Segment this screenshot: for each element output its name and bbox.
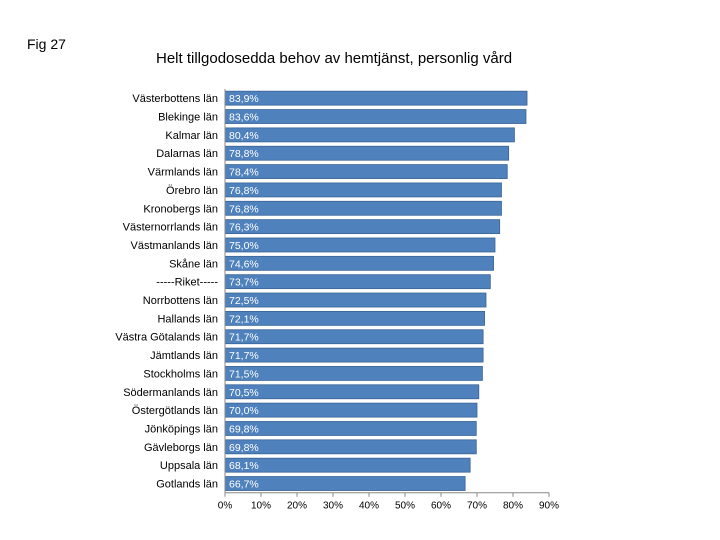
bar (225, 366, 482, 380)
category-label: Värmlands län (147, 166, 218, 179)
data-label: 78,4% (229, 166, 259, 179)
bar (225, 165, 507, 179)
bar (225, 403, 477, 417)
data-label: 66,7% (229, 478, 259, 491)
bar (225, 201, 501, 215)
data-label: 78,8% (229, 148, 259, 161)
category-label: Kalmar län (165, 129, 218, 142)
bar (225, 311, 485, 325)
bar (225, 256, 494, 270)
bar (225, 348, 483, 362)
x-tick-label: 60% (430, 500, 452, 512)
data-label: 69,8% (229, 423, 259, 436)
bar (225, 146, 509, 160)
data-label: 69,8% (229, 441, 259, 454)
bars-layer (225, 91, 527, 490)
category-label: Norrbottens län (142, 295, 218, 308)
data-label: 75,0% (229, 239, 259, 252)
category-label: Västra Götalands län (115, 331, 218, 344)
labels-layer (115, 93, 259, 490)
category-label: Östergötlands län (131, 405, 218, 418)
category-label: Kronobergs län (143, 203, 218, 216)
data-label: 74,6% (229, 258, 259, 271)
category-label: Västernorrlands län (122, 221, 218, 234)
category-label: Dalarnas län (156, 148, 218, 161)
data-label: 83,6% (229, 111, 259, 124)
category-label: Örebro län (166, 184, 218, 197)
category-label: -----Riket----- (156, 276, 218, 289)
bar (225, 293, 486, 307)
x-tick-label: 50% (394, 500, 416, 512)
category-label: Stockholms län (143, 368, 218, 381)
category-label: Uppsala län (159, 460, 218, 473)
data-label: 68,1% (229, 460, 259, 473)
x-tick-label: 70% (466, 500, 488, 512)
x-tick-label: 40% (358, 500, 380, 512)
x-tick-label: 30% (322, 500, 344, 512)
bar (225, 110, 526, 124)
bar (225, 440, 476, 454)
category-label: Västerbottens län (132, 93, 218, 106)
data-label: 73,7% (229, 276, 259, 289)
x-tick-label: 0% (217, 500, 233, 512)
data-label: 71,7% (229, 350, 259, 363)
category-label: Blekinge län (158, 111, 218, 124)
bar (225, 238, 495, 252)
data-label: 80,4% (229, 129, 259, 142)
category-label: Skåne län (169, 258, 218, 271)
data-label: 70,5% (229, 386, 259, 399)
x-tick-label: 90% (538, 500, 560, 512)
bar (225, 220, 500, 234)
data-label: 83,9% (229, 93, 259, 106)
bar (225, 477, 465, 491)
bar (225, 275, 490, 289)
bar (225, 458, 470, 472)
bar (225, 421, 476, 435)
category-label: Hallands län (157, 313, 218, 326)
bar (225, 183, 501, 197)
category-label: Jönköpings län (144, 423, 218, 436)
data-label: 71,5% (229, 368, 259, 381)
bar (225, 91, 527, 105)
category-label: Södermanlands län (123, 386, 218, 399)
x-tick-label: 80% (502, 500, 524, 512)
data-label: 76,8% (229, 184, 259, 197)
data-label: 76,8% (229, 203, 259, 216)
category-label: Jämtlands län (150, 350, 218, 363)
data-label: 70,0% (229, 405, 259, 418)
data-label: 71,7% (229, 331, 259, 344)
category-label: Gävleborgs län (144, 441, 218, 454)
data-label: 76,3% (229, 221, 259, 234)
chart-title: Helt tillgodosedda behov av hemtjänst, personlig vård (156, 50, 513, 67)
bar (225, 128, 514, 142)
bar (225, 330, 483, 344)
category-label: Västmanlands län (130, 239, 218, 252)
data-label: 72,5% (229, 295, 259, 308)
x-tick-label: 10% (250, 500, 272, 512)
bar (225, 385, 479, 399)
data-label: 72,1% (229, 313, 259, 326)
figure-label: Fig 27 (27, 36, 66, 52)
x-tick-label: 20% (286, 500, 308, 512)
category-label: Gotlands län (156, 478, 218, 491)
